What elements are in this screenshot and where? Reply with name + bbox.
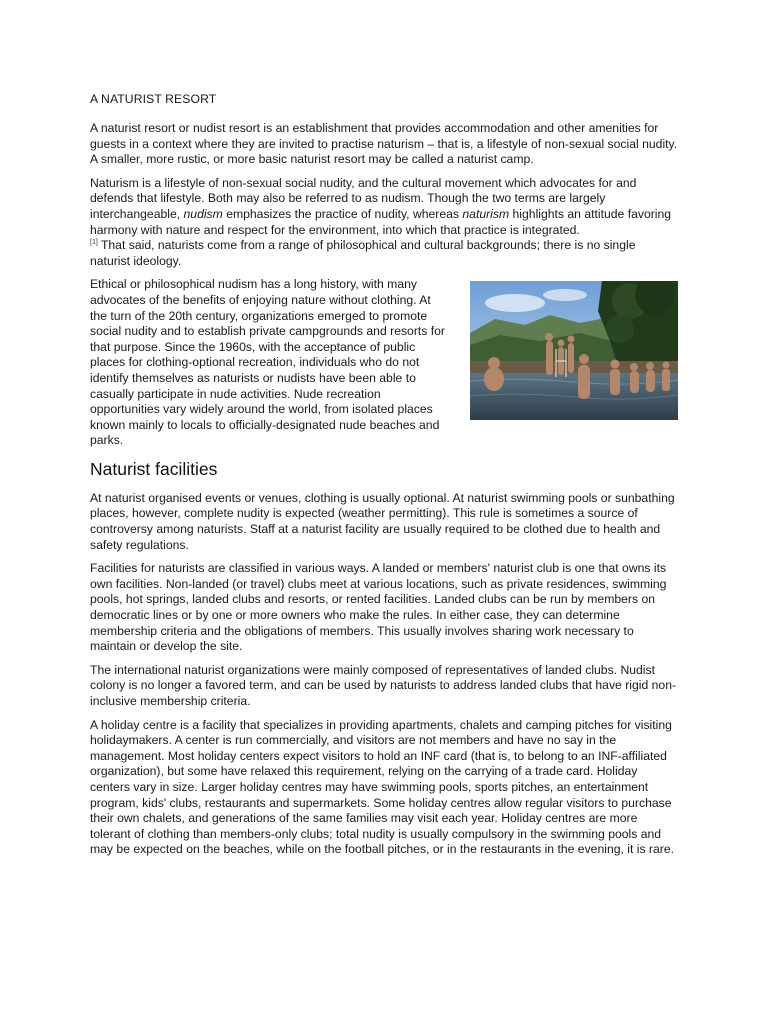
nudism-term: nudism: [183, 206, 223, 221]
naturism-term: naturism: [462, 206, 510, 221]
naturism-text-3: highlights an attitude favoring harmony with nature and respect for the environment, into which that practice is integrated.: [90, 206, 672, 237]
history-text: Ethical or philosophical nudism has a long history, with many advocates of the benefits of enjoying nature without clothing. At the turn of the 20th century, organizations emerged to promote social nudity and to establish private campgrounds and resorts for that purpose. Since the 1960s, with the acceptance of public places for clothing-optional recreation, individuals who do not identify themselves as naturists or nudists have been able to casually participate in nude activities. Nude recreation opportunities vary widely around the world, from isolated places known mainly to locals to officially-designated nude beaches and parks.: [90, 277, 445, 448]
facilities-paragraph: Facilities for naturists are classified in various ways. A landed or members' naturist club is one that owns its own facilities. Non-landed (or travel) clubs meet at various locations, such as private residences, swimming pools, hot springs, landed clubs and resorts, or rented facilities. Landed clubs can be run by members on democratic lines or by one or more owners who make the rules. In either case, they can determine membership criteria and the obligations of members. This usually involves sharing work necessary to maintain or develop the site.: [90, 561, 667, 654]
document-page: [90, 92, 678, 866]
facilities-paragraph: At naturist organised events or venues, clothing is usually optional. At naturist swimming pools or sunbathing places, however, complete nudity is expected (weather permitting). This rule is sometimes a source of controversy among naturists. Staff at a naturist facility are usually required to be clothed due to health and safety regulations.: [90, 490, 675, 552]
section-heading-naturist-facilities: Naturist facilities: [90, 458, 218, 479]
facilities-paragraph: The international naturist organizations were mainly composed of representatives of landed clubs. Nudist colony is no longer a favored term, and can be used by naturists to address landed clubs that have rigid non-inclusive membership criteria.: [90, 662, 677, 708]
intro-paragraph: A naturist resort or nudist resort is an establishment that provides accommodation and other amenities for guests in a context where they are invited to practise naturism – that is, a lifestyle of non-sexual social nudity. A smaller, more rustic, or more basic naturist resort may be called a naturist camp.: [90, 121, 678, 167]
naturism-paragraph: [90, 176, 678, 270]
naturism-text-1: Naturism is a lifestyle of non-sexual social nudity, and the cultural movement which advocates for and defends that lifestyle. Both may also be referred to as nudism. Though the two terms are largely interchangeable,: [90, 175, 637, 221]
document-title: A NATURIST RESORT: [90, 92, 217, 106]
hot-spring-bathers-photo: [470, 281, 678, 420]
naturism-text-4: That said, naturists come from a range of philosophical and cultural backgrounds; there is no single naturist ideology.: [90, 238, 636, 268]
facilities-paragraph: A holiday centre is a facility that specializes in providing apartments, chalets and camping pitches for visiting holidaymakers. A center is run commercially, and visitors are not members and have no say in the management. Most holiday centers expect visitors to hold an INF card (that is, to belong to an INF-affiliated organization), but some have relaxed this requirement, relying on the carrying of a trade card. Holiday centers vary in size. Larger holiday centres may have swimming pools, sports pitches, an entertainment program, kids' clubs, restaurants and supermarkets. Some holiday centres allow regular visitors to purchase their own chalets, and generations of the same families may visit each year. Holiday centres are more tolerant of clothing than members-only clubs; total nudity is usually compulsory in the swimming pools and may be expected on the beaches, while on the football pitches, or in the restaurants in the evening, it is rare.: [90, 717, 674, 857]
history-paragraph: [90, 277, 678, 449]
reference-link[interactable]: [1]: [90, 239, 98, 247]
naturism-text-2: emphasizes the practice of nudity, whereas: [222, 206, 463, 221]
